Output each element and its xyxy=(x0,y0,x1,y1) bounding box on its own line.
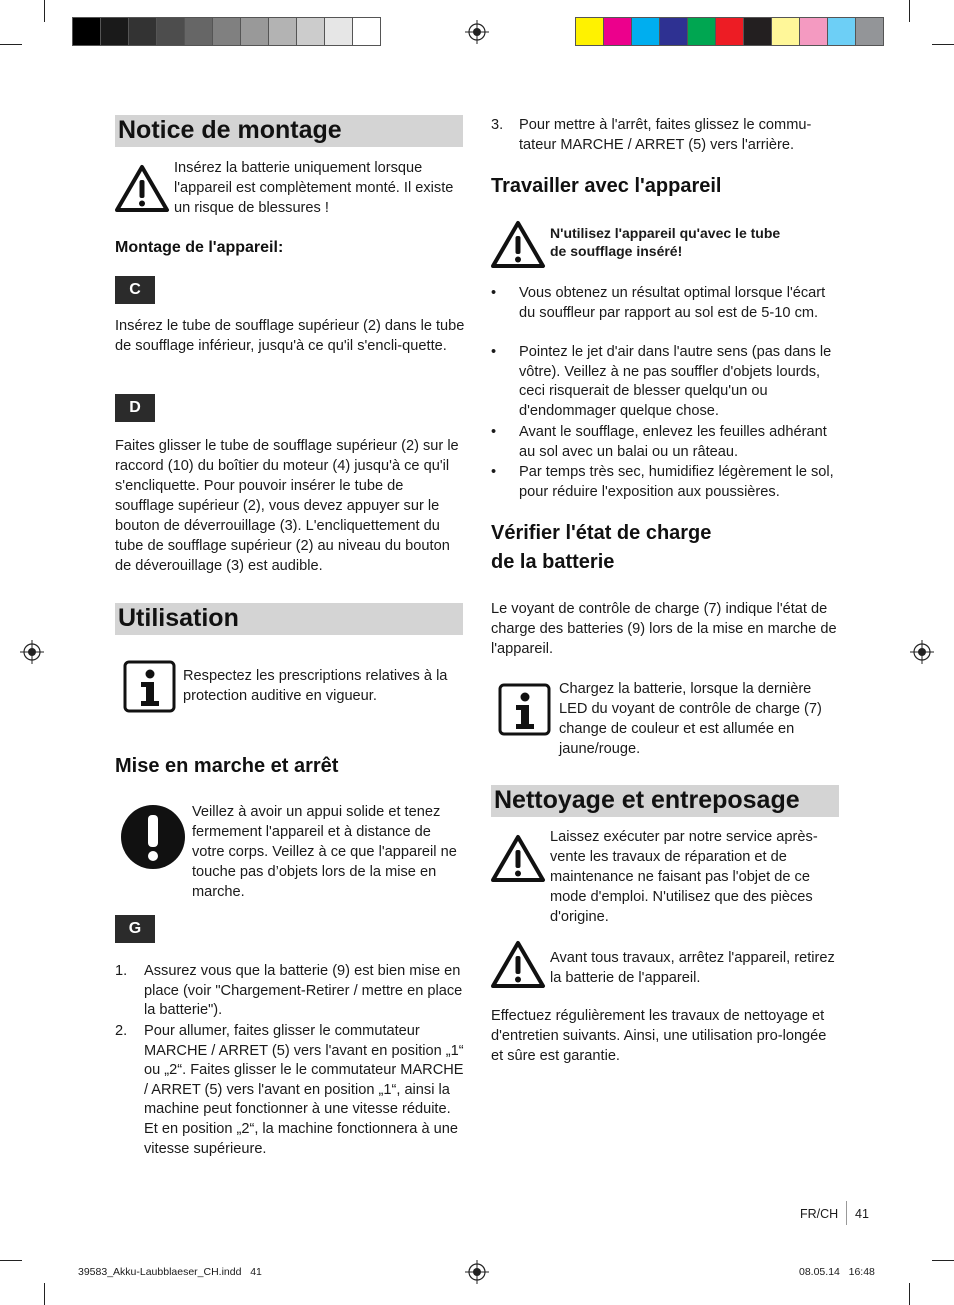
montage-d-text: Faites glisser le tube de soufflage supérieur (2) sur le raccord (10) du boîtier du moteur (4) jusqu'à ce qu'il s'encliquette. Pour pouvoir insérer le tube de soufflage supérieur (2), vous devez appuyer sur le bouton de déverrouillage (3). L'encliquettement du tube de soufflage supérieur (2) au niveau du bouton de déverouillage (3) est audible. xyxy=(115,438,459,574)
list-item xyxy=(115,962,465,1022)
list-item xyxy=(115,1022,465,1162)
section-title-notice: Notice de montage xyxy=(115,115,463,147)
bullet-text: Pointez le jet d'air dans l'autre sens (pas dans le vôtre). Veillez à ne pas souffler d'objets lourds, ceci risquerait de blesser quelqu'un ou d'endommager quelque chose. xyxy=(519,344,832,419)
list-text: Pour allumer, faites glisser le commutateur MARCHE / ARRET (5) vers l'avant en position „1“ ou „2“. Faites glisser le le commutateur MARCHE / ARRET (5) vers l'avant en position „1“, ainsi la machine peut fonctionner à une vitesse réduite. Et en position „2“, la machine fonctionnera à une vitesse supérieure. xyxy=(144,1023,464,1157)
color-swatch xyxy=(659,17,688,46)
bullet-item xyxy=(491,423,841,463)
travailler-heading: Travailler avec l'appareil xyxy=(491,175,722,197)
verifier-info-text: Chargez la batterie, lorsque la dernière LED du voyant de contrôle de charge (7) change de couleur et est allumée en jaune/rouge. xyxy=(559,681,822,757)
info-icon xyxy=(123,660,176,713)
warning-icon xyxy=(490,834,546,883)
verifier-heading-line-1: Vérifier l'état de charge xyxy=(491,522,712,544)
bullet-marker: • xyxy=(491,344,497,360)
montage-c-text: Insérez le tube de soufflage supérieur (2) dans le tube de soufflage inférieur, jusqu'à ce qu'il s'encli-quette. xyxy=(115,318,465,354)
color-swatch xyxy=(827,17,856,46)
list-number: 1. xyxy=(115,963,128,979)
crop-mark xyxy=(0,1260,22,1261)
color-swatch xyxy=(184,17,213,46)
color-swatch xyxy=(296,17,325,46)
registration-mark-icon xyxy=(465,20,489,44)
color-swatch xyxy=(799,17,828,46)
color-swatch xyxy=(72,17,101,46)
bullet-marker: • xyxy=(491,285,497,301)
color-swatch xyxy=(324,17,353,46)
nettoyage-warning-2-text: Avant tous travaux, arrêtez l'appareil, retirez la batterie de l'appareil. xyxy=(550,950,835,986)
crop-mark xyxy=(0,44,22,45)
crop-mark xyxy=(932,44,954,45)
notice-warning-text: Insérez la batterie uniquement lorsque l'appareil est complètement monté. Il existe un risque de blessures ! xyxy=(174,160,454,216)
print-date-info: 08.05.14 16:48 xyxy=(799,1266,875,1278)
color-swatch xyxy=(156,17,185,46)
nettoyage-text: Effectuez régulièrement les travaux de nettoyage et d'entretien suivants. Ainsi, une utilisation pro-longée et sûre est garantie. xyxy=(491,1008,827,1064)
montage-heading: Montage de l'appareil: xyxy=(115,239,284,256)
section-title-utilisation: Utilisation xyxy=(115,603,463,635)
warning-icon xyxy=(490,220,546,269)
figure-label-g: G xyxy=(115,915,155,943)
warning-icon xyxy=(114,164,170,213)
color-swatch xyxy=(771,17,800,46)
registration-mark-icon xyxy=(910,640,934,664)
color-swatch xyxy=(855,17,884,46)
bullet-marker: • xyxy=(491,424,497,440)
info-icon xyxy=(498,683,551,736)
warning-icon xyxy=(490,940,546,989)
page-number: 41 xyxy=(855,1207,869,1221)
list-text: Pour mettre à l'arrêt, faites glissez le commu-tateur MARCHE / ARRET (5) vers l'arrière. xyxy=(519,117,812,153)
color-swatch xyxy=(100,17,129,46)
color-swatch xyxy=(352,17,381,46)
figure-label-d: D xyxy=(115,394,155,422)
section-title-nettoyage: Nettoyage et entreposage xyxy=(491,785,839,817)
list-number: 3. xyxy=(491,117,504,133)
bullet-text: Vous obtenez un résultat optimal lorsque l'écart du souffleur par rapport au sol est de 5-10 cm. xyxy=(519,285,826,321)
figure-label-c: C xyxy=(115,276,155,304)
bullet-marker: • xyxy=(491,464,497,480)
color-swatch xyxy=(240,17,269,46)
color-swatch xyxy=(212,17,241,46)
mandatory-note-icon xyxy=(120,804,186,870)
crop-mark xyxy=(909,1283,910,1305)
crop-mark xyxy=(44,1283,45,1305)
list-item xyxy=(491,116,841,158)
color-swatch xyxy=(128,17,157,46)
bullet-item xyxy=(491,343,841,423)
crop-mark xyxy=(909,0,910,22)
verifier-heading-line-2: de la batterie xyxy=(491,551,615,573)
registration-mark-icon xyxy=(465,1260,489,1284)
print-file-info: 39583_Akku-Laubblaeser_CH.indd 41 xyxy=(78,1266,262,1278)
list-text: Assurez vous que la batterie (9) est bien mise en place (voir "Chargement-Retirer / mettre en place la batterie"). xyxy=(144,963,463,1019)
color-swatch xyxy=(743,17,772,46)
color-swatch xyxy=(575,17,604,46)
utilisation-info-text: Respectez les prescriptions relatives à la protection auditive en vigueur. xyxy=(183,668,448,704)
color-swatch xyxy=(603,17,632,46)
verifier-text: Le voyant de contrôle de charge (7) indique l'état de charge des batteries (9) lors de la mise en marche de l'appareil. xyxy=(491,601,837,657)
bullet-item xyxy=(491,284,841,344)
nettoyage-warning-1-text: Laissez exécuter par notre service après-vente les travaux de réparation et de maintenance ne faisant pas l'objet de ce mode d'emploi. N'utilisez que des pièces d'origine. xyxy=(550,829,818,925)
page-language: FR/CH xyxy=(800,1207,839,1221)
travailler-warning-text: N'utilisez l'appareil qu'avec le tube de soufflage inséré! xyxy=(550,225,781,259)
page-divider xyxy=(846,1201,847,1225)
mise-heading: Mise en marche et arrêt xyxy=(115,755,339,777)
bullet-item xyxy=(491,463,841,503)
mise-note-text: Veillez à avoir un appui solide et tenez fermement l'appareil et à distance de votre corps. Veillez à ce que l'appareil ne touche pas d’objets lors de la mise en marche. xyxy=(192,804,457,900)
color-swatch xyxy=(687,17,716,46)
registration-mark-icon xyxy=(20,640,44,664)
color-swatch xyxy=(268,17,297,46)
crop-mark xyxy=(44,0,45,22)
bullet-text: Par temps très sec, humidifiez légèrement le sol, pour réduire l'exposition aux poussières. xyxy=(519,464,834,500)
color-swatch xyxy=(715,17,744,46)
bullet-text: Avant le soufflage, enlevez les feuilles adhérant au sol avec un balai ou un râteau. xyxy=(519,424,827,460)
crop-mark xyxy=(932,1260,954,1261)
color-swatch xyxy=(631,17,660,46)
list-number: 2. xyxy=(115,1023,128,1039)
